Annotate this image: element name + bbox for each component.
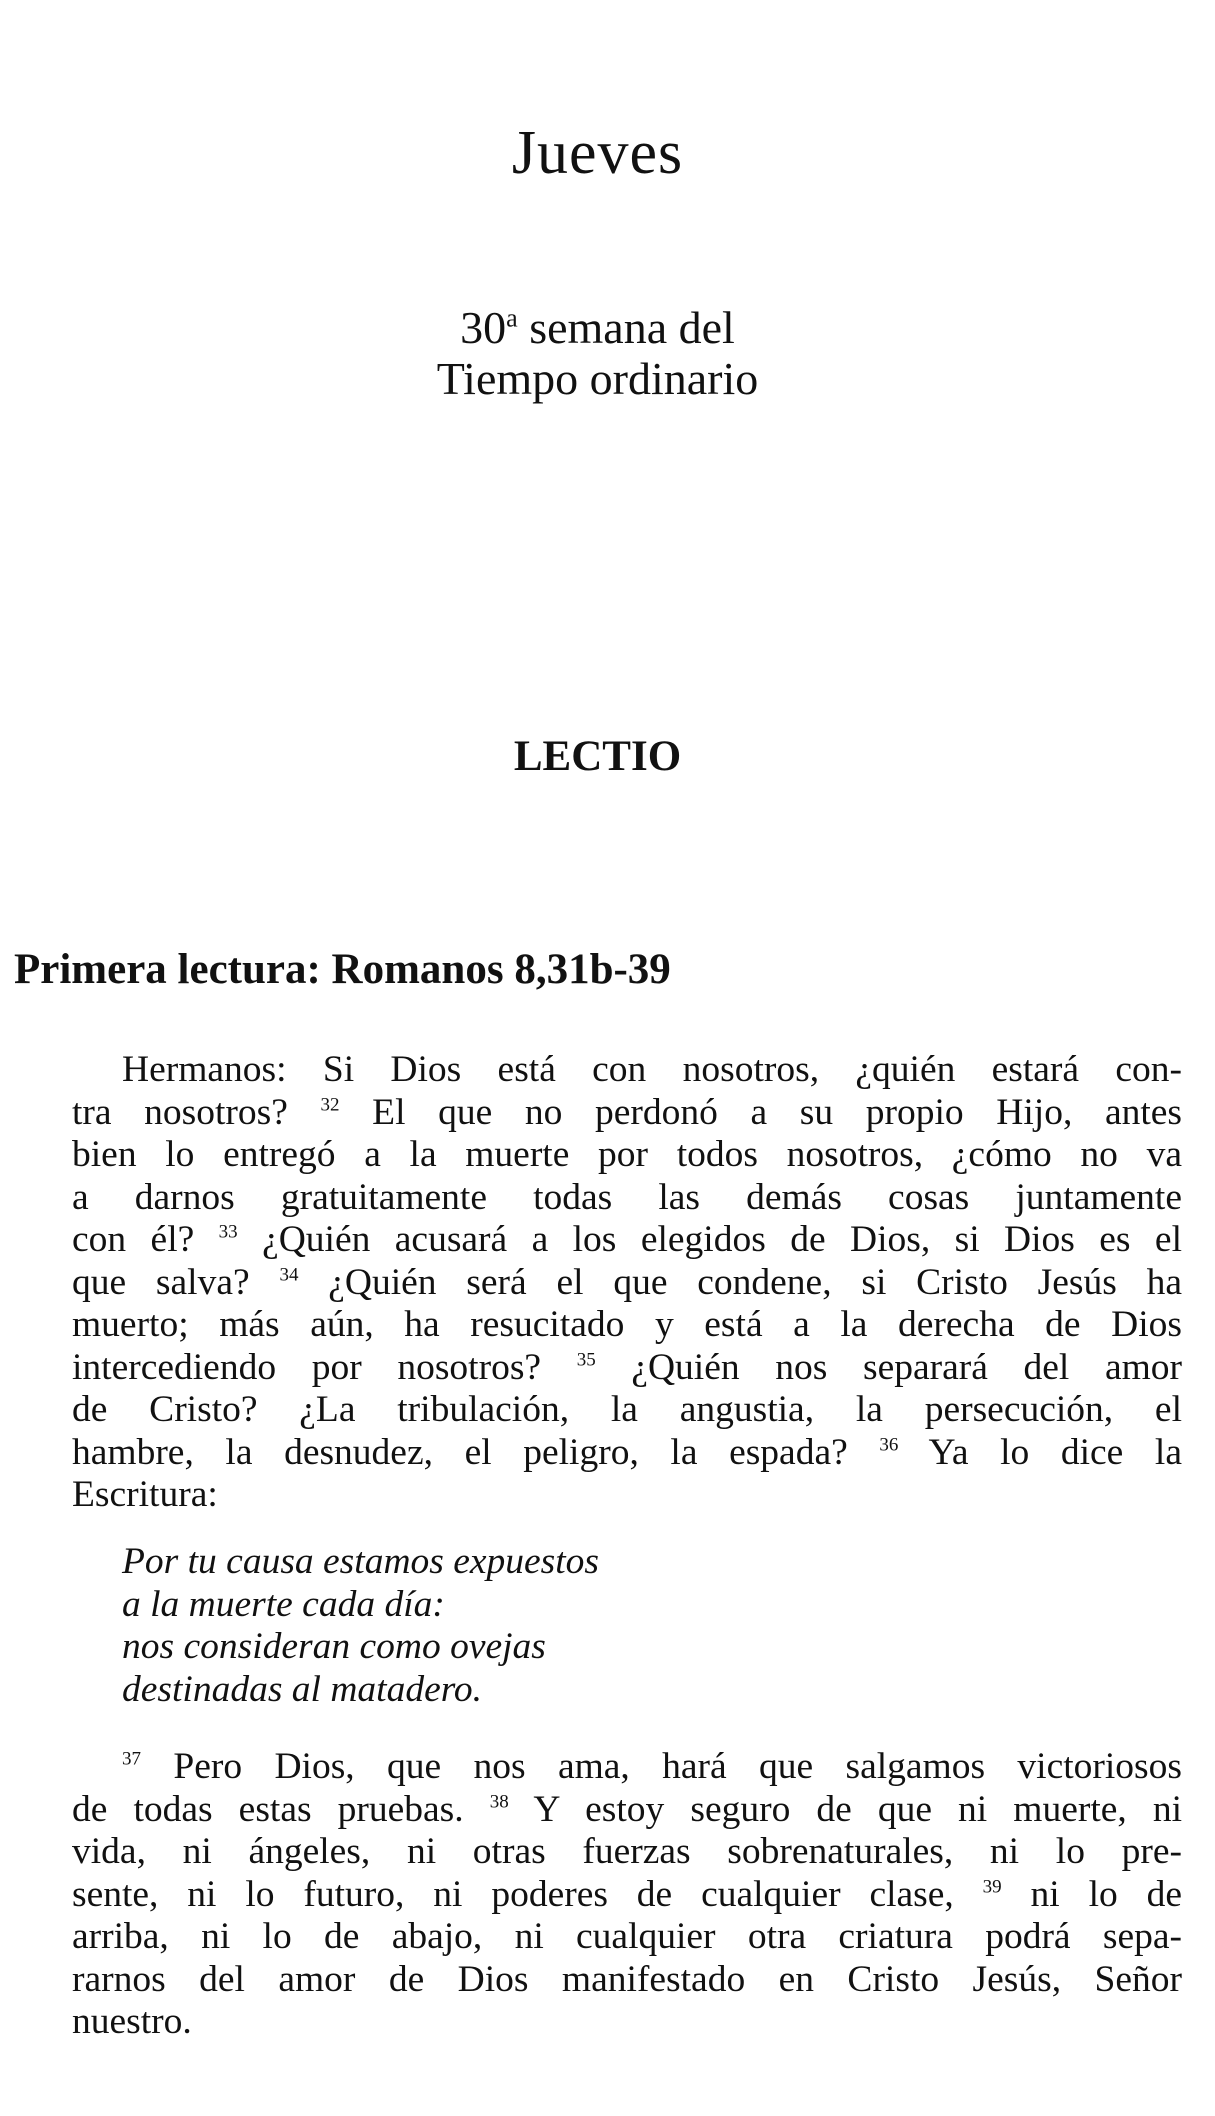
day-title: Jueves xyxy=(511,119,684,187)
text-line xyxy=(72,1389,1182,1432)
line-text: sente, ni lo futuro, ni poderes de cualquier clase, xyxy=(72,1873,983,1915)
text-line xyxy=(72,1134,1182,1177)
text-line xyxy=(72,1831,1182,1874)
verse-number: 35 xyxy=(576,1349,596,1370)
text-line xyxy=(72,1746,1182,1789)
week-subtitle xyxy=(0,302,1195,404)
verse-number: 39 xyxy=(982,1876,1002,1897)
text-line xyxy=(72,1874,1182,1917)
reading-heading: Primera lectura: Romanos 8,31b-39 xyxy=(14,946,671,993)
line-text: El que no perdonó a su propio Hijo, antes xyxy=(339,1091,1182,1133)
section-heading: LECTIO xyxy=(513,733,682,780)
line-text: muerto; más aún, ha resucitado y está a la derecha de Dios xyxy=(72,1304,1182,1345)
verse-number: 38 xyxy=(489,1791,509,1812)
quote-line: Por tu causa estamos expuestos xyxy=(122,1541,600,1582)
text-line xyxy=(72,1916,1182,1959)
week-line-2: Tiempo ordinario xyxy=(436,353,759,404)
verse-number: 36 xyxy=(879,1434,899,1455)
week-ordinal-suffix: a xyxy=(506,303,518,333)
line-text: de Cristo? ¿La tribulación, la angustia, la persecución, el xyxy=(72,1389,1182,1430)
verse-number: 33 xyxy=(218,1221,238,1243)
text-line xyxy=(72,1959,1182,2002)
text-line xyxy=(72,2001,1182,2044)
line-text: ni lo de xyxy=(1001,1873,1183,1915)
line-text: vida, ni ángeles, ni otras fuerzas sobrenaturales, ni lo pre- xyxy=(72,1831,1182,1872)
quote-line: destinadas al matadero. xyxy=(122,1668,483,1710)
week-line-1 xyxy=(0,302,1195,353)
scripture-quote xyxy=(122,1541,599,1711)
line-text: con él? xyxy=(72,1219,219,1260)
line-text: bien lo entregó a la muerte por todos nosotros, ¿cómo no va xyxy=(72,1134,1182,1175)
week-line1-rest: semana del xyxy=(529,302,735,353)
line-text: nuestro. xyxy=(72,2001,192,2042)
text-line xyxy=(72,1432,1182,1475)
line-text: de todas estas pruebas. xyxy=(72,1788,490,1830)
line-text: intercediendo por nosotros? xyxy=(72,1346,577,1388)
text-line xyxy=(72,1347,1182,1390)
line-text: rarnos del amor de Dios manifestado en Cristo Jesús, Señor xyxy=(72,1958,1182,2000)
reading-paragraph-1 xyxy=(72,1049,1182,1517)
line-text: tra nosotros? xyxy=(72,1091,321,1133)
text-line xyxy=(72,1092,1182,1135)
verse-number: 37 xyxy=(122,1748,141,1770)
line-text: Y estoy seguro de que ni muerte, ni xyxy=(508,1788,1182,1830)
text-line xyxy=(72,1304,1182,1347)
line-text: a darnos gratuitamente todas las demás cosas juntamente xyxy=(72,1176,1182,1218)
reading-paragraph-2 xyxy=(72,1746,1182,2044)
quote-line: a la muerte cada día: xyxy=(122,1583,445,1625)
text-line xyxy=(72,1789,1182,1832)
line-text: ¿Quién nos separará del amor xyxy=(595,1346,1182,1388)
text-line xyxy=(72,1177,1182,1220)
text-line xyxy=(72,1474,1182,1517)
verse-number: 32 xyxy=(320,1094,340,1115)
line-text: ¿Quién será el que condene, si Cristo Jesús ha xyxy=(298,1261,1183,1303)
line-text: arriba, ni lo de abajo, ni cualquier otra criatura podrá sepa- xyxy=(72,1916,1182,1957)
line-text: Ya lo dice la xyxy=(898,1431,1182,1473)
text-line xyxy=(72,1049,1182,1092)
text-line xyxy=(72,1219,1182,1262)
verse-number: 34 xyxy=(279,1264,299,1285)
line-text: que salva? xyxy=(72,1261,280,1303)
week-number: 30 xyxy=(460,302,507,353)
line-text: Hermanos: Si Dios está con nosotros, ¿quién estará con- xyxy=(122,1049,1182,1090)
quote-line: nos consideran como ovejas xyxy=(122,1626,546,1667)
line-text: Pero Dios, que nos ama, hará que salgamos victoriosos xyxy=(141,1746,1182,1787)
line-text: Escritura: xyxy=(72,1474,218,1515)
line-text: ¿Quién acusará a los elegidos de Dios, si Dios es el xyxy=(237,1219,1182,1260)
text-line xyxy=(72,1262,1182,1305)
line-text: hambre, la desnudez, el peligro, la espada? xyxy=(72,1431,880,1473)
